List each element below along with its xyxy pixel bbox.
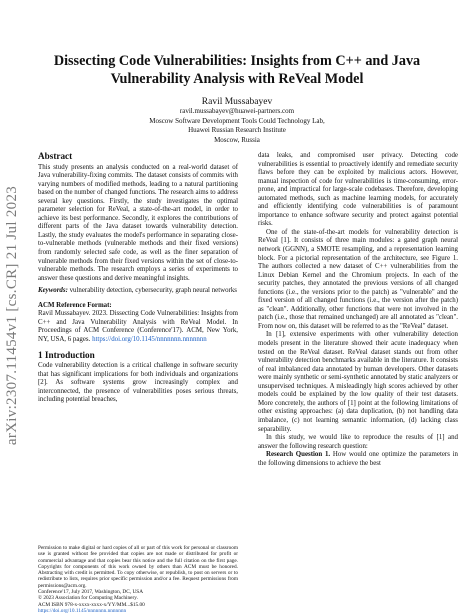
introduction-section — [38, 351, 238, 404]
copyright-footnote — [38, 545, 238, 614]
intro-paragraph-1: data leaks, and compromised user privacy. Detecting code vulnerabilities is essential to proactively identify and remediate security flaws before they can be exploited by malicious actors. However, manual inspection of code for vulnerabilities is time-consuming, error-prone, and impractical for large-scale codebases. Therefore, developing automated methods, such as machine learning models, for accurately and efficiently identifying code vulnerabilities is of paramount importance to enhance software security and protect against potential risks. — [258, 152, 458, 228]
introduction-heading: 1 Introduction — [38, 350, 95, 361]
arxiv-identifier — [2, 125, 24, 505]
footnote-doi-link[interactable]: https://doi.org/10.1145/nnnnnnn.nnnnnnn — [38, 607, 127, 614]
abstract-text: This study presents an analysis conducted on a real-world dataset of Java vulnerability-fixing commits. The dataset consists of commits with varying numbers of modified methods, leading to a natural partitioning based on the number of changed functions. The research aims to address several key questions. Firstly, the study investigates the optimal parameter selection for ReVeal, a state-of-the-art model, in order to achieve its best performance. Secondly, it explores the contributions of different parts of the Java dataset towards vulnerability detection. Lastly, the study evaluates the model's performance in separating close-to-vulnerable methods (vulnerable methods and their fixed versions) from randomly selected safe code, as well as the finer separation of vulnerable methods from their fixed versions within the set of close-to-vulnerable methods. The research employs a series of experiments to answer these questions and derive meaningful insights. — [38, 163, 238, 282]
keywords-label: Keywords: — [38, 287, 68, 295]
research-question-label: Research Question 1. — [266, 451, 331, 459]
conference-info: Conference'17, July 2017, Washington, DC, USA — [38, 589, 144, 596]
acm-reference-doi-link[interactable]: https://doi.org/10.1145/nnnnnnn.nnnnnnn — [92, 335, 207, 343]
keywords-text: vulnerability detection, cybersecurity, graph neural networks — [69, 287, 237, 295]
right-column — [258, 152, 458, 468]
isbn-line: ACM ISBN 978-x-xxxx-xxxx-x/YY/MM...$15.00 — [38, 601, 145, 608]
acm-reference-text — [38, 310, 238, 344]
acm-reference-format — [38, 302, 238, 345]
intro-paragraph-4: In this study, we would like to reproduce the results of [1] and answer the following research question: — [258, 434, 458, 450]
acm-reference-citation: Ravil Mussabayev. 2023. Dissecting Code Vulnerabilities: Insights from C++ and Java Vulnerability Analysis with ReVeal Model. In Proceedings of ACM Conference (Conference'17). ACM, New York, NY, USA, 6 pages. — [38, 310, 238, 343]
research-question-1 — [258, 451, 458, 468]
affiliation-location: Moscow, Russia — [214, 135, 260, 144]
affiliation-lab: Moscow Software Development Tools Could Technology Lab, — [149, 116, 325, 125]
author-email: ravil.mussabayev@huawei-partners.com — [179, 107, 295, 115]
introduction-text: Code vulnerability detection is a critical challenge in software security that has significant implications for both individuals and organizations [2]. As software systems grow increasingly complex and interconnected, the presence of vulnerabilities poses serious threats, including potential breaches, — [38, 362, 238, 404]
copyright-line: © 2023 Association for Computing Machinery. — [38, 595, 138, 602]
acm-reference-heading: ACM Reference Format: — [38, 301, 112, 309]
paper-header — [30, 52, 444, 145]
abstract-heading: Abstract — [38, 151, 73, 161]
author-name: Ravil Mussabayev — [201, 97, 273, 107]
paper-title: Dissecting Code Vulnerabilities: Insights from C++ and Java Vulnerability Analysis with ReVeal Model — [53, 53, 421, 87]
affiliation-institute: Huawei Russian Research Institute — [188, 126, 286, 135]
research-question-text: How would one optimize the parameters in the following dimensions to achieve the best — [258, 451, 459, 467]
arxiv-identifier-text: arXiv:2307.11454v1 [cs.CR] 21 Jul 2023 — [4, 185, 21, 445]
intro-paragraph-3: In [1], extensive experiments with other vulnerability detection models present in the literature showed their acute inadequacy when tested on the ReVeal dataset. ReVeal dataset stands out from other vulnerability detection benchmarks available in the literature. It consists of real imbalanced data annotated by human developers. Other datasets were mainly synthetic or semi-synthetic annotated by static analyzers or unsupervised techniques. A misleadingly high scores achieved by other models could be explained by the low quality of their test datasets. More concretely, the authors of [1] point at the following limitations of other existing approaches: (a) data duplication, (b) not handling data imbalance, (c) not learning semantic information, (d) lacking class separability. — [258, 331, 458, 433]
left-column — [38, 152, 238, 405]
keywords — [38, 287, 238, 296]
intro-paragraph-2: One of the state-of-the-art models for vulnerability detection is ReVeal [1]. It consists of three main modules: a gated graph neural network (GGNN), a SMOTE resampling, and a representation learning block. For a pictorial representation of the architecture, see Figure 1. The authors collected a new dataset of C++ vulnerabilities from the Linux Debian Kernel and the Chromium projects. In each of the security patches, they annotated the previous versions of all changed functions (i.e., the versions prior to the patch) as "vulnerable" and the fixed version of all changed functions (i.e., the version after the patch) as "clean". Additionally, other functions that were not involved in the patch (i.e., those that remained unchanged) are all annotated as "clean". From now on, this dataset will be referred to as the "ReVeal" dataset. — [258, 228, 458, 330]
permission-notice: Permission to make digital or hard copies of all or part of this work for personal or classroom use is granted without fee provided that copies are not made or distributed for profit or commercial advantage and that copies bear this notice and the full citation on the first page. Copyrights for components of this work owned by others than ACM must be honored. Abstracting with credit is permitted. To copy otherwise, or republish, to post on servers or to redistribute to lists, requires prior specific permission and/or a fee. Request permissions from permissions@acm.org. — [38, 545, 238, 589]
